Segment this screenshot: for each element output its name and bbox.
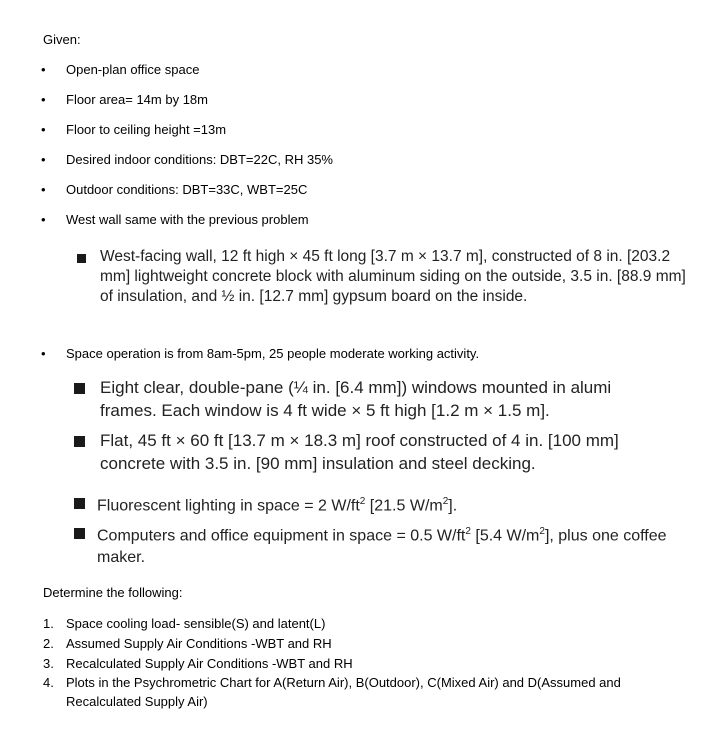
- list-number: 1.: [43, 616, 54, 631]
- bullet-icon: •: [41, 152, 46, 167]
- bullet-icon: •: [41, 182, 46, 197]
- given-item-outdoor-conditions: Outdoor conditions: DBT=33C, WBT=25C: [66, 182, 308, 197]
- list-number: 4.: [43, 675, 54, 690]
- given-item-indoor-conditions: Desired indoor conditions: DBT=22C, RH 35%: [66, 152, 333, 167]
- roof-line-1: Flat, 45 ft × 60 ft [13.7 m × 18.3 m] roof constructed of 4 in. [100 mm]: [100, 431, 619, 450]
- bullet-icon: •: [41, 346, 46, 361]
- bullet-icon: •: [41, 122, 46, 137]
- windows-description: [100, 376, 705, 422]
- list-number: 3.: [43, 656, 54, 671]
- roof-line-2: concrete with 3.5 in. [90 mm] insulation and steel decking.: [100, 454, 536, 473]
- given-item-floor-area: Floor area= 14m by 18m: [66, 92, 208, 107]
- space-operation: Space operation is from 8am-5pm, 25 people moderate working activity.: [66, 346, 480, 361]
- list-number: 2.: [43, 636, 54, 651]
- bullet-icon: •: [41, 62, 46, 77]
- determine-item-psychrometric-plots: Plots in the Psychrometric Chart for A(Return Air), B(Outdoor), C(Mixed Air) and D(Assumed and Recalculated Supply Air): [66, 675, 621, 709]
- given-item-office-space: Open-plan office space: [66, 62, 200, 77]
- computers-description: Computers and office equipment in space = 0.5 $W/ft^2$ [5.4 $W/m^2$], plus one coffee maker.: [97, 526, 667, 567]
- bullet-icon: •: [41, 92, 46, 107]
- square-bullet-icon: [74, 383, 85, 394]
- roof-description: [100, 429, 705, 475]
- square-bullet-icon: [74, 436, 85, 447]
- determine-label: Determine the following:: [43, 585, 183, 600]
- windows-line-2: frames. Each window is 4 ft wide × 5 ft high [1.2 m × 1.5 m].: [100, 401, 550, 420]
- square-bullet-icon: [74, 528, 85, 539]
- determine-item-recalculated-supply: Recalculated Supply Air Conditions -WBT and RH: [66, 656, 353, 671]
- determine-item-cooling-load: Space cooling load- sensible(S) and latent(L): [66, 616, 326, 631]
- given-item-ceiling-height: Floor to ceiling height =13m: [66, 122, 227, 137]
- determine-item-assumed-supply: Assumed Supply Air Conditions -WBT and RH: [66, 636, 332, 651]
- lighting-description: Fluorescent lighting in space = 2 $W/ft^2$ [21.5 $W/m^2$].: [97, 496, 458, 515]
- windows-line-1: Eight clear, double-pane (¼ in. [6.4 mm]) windows mounted in alumi: [100, 378, 612, 397]
- square-bullet-icon: [74, 498, 85, 509]
- given-item-west-wall: West wall same with the previous problem: [66, 212, 309, 227]
- square-bullet-icon: [77, 254, 86, 263]
- given-label: Given:: [43, 32, 81, 47]
- west-wall-description: West-facing wall, 12 ft high × 45 ft long [3.7 m × 13.7 m], constructed of 8 in. [203.2 mm] lightweight concrete block with aluminum siding on the outside, 3.5 in. [88.9 mm] of insulation, and ½ in. [12.7 mm] gypsum board on the inside.: [100, 248, 686, 305]
- bullet-icon: •: [41, 212, 46, 227]
